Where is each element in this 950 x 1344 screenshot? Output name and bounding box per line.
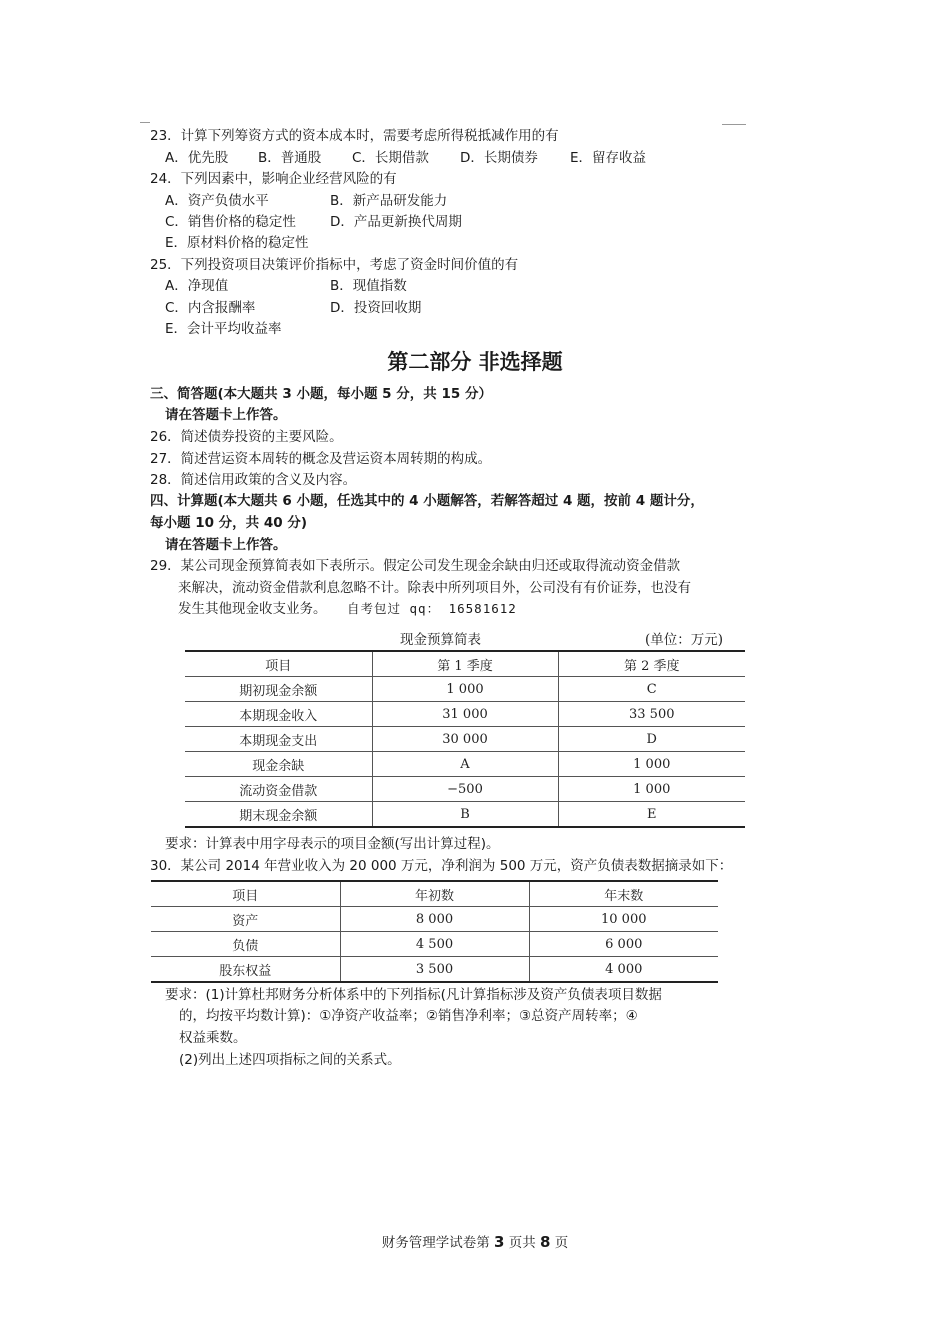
table-header-row	[151, 881, 718, 907]
table-row	[185, 702, 745, 727]
q25-option-d: D．投资回收期	[330, 300, 422, 316]
q24-option-e: E．原材料价格的稳定性	[165, 235, 309, 251]
table-row	[151, 932, 718, 957]
footer-total-pages: 8	[540, 1233, 551, 1251]
page-footer	[0, 1231, 950, 1251]
q23-option-a: A．优先股	[165, 150, 229, 166]
section4-note: 请在答题卡上作答。	[165, 537, 287, 553]
table-cell: 8 000	[340, 907, 529, 932]
q24-option-a: A．资产负债水平	[165, 193, 269, 209]
footer-middle: 页共	[508, 1235, 536, 1251]
question-25-stem: 25．下列投资项目决策评价指标中，考虑了资金时间价值的有	[150, 257, 519, 273]
q29-requirement: 要求：计算表中用字母表示的项目金额(写出计算过程)。	[165, 836, 500, 852]
table-row	[185, 727, 745, 752]
table-row	[185, 777, 745, 802]
table-cell: 资产	[151, 907, 340, 932]
table-row	[185, 802, 745, 828]
q24-option-b: B．新产品研发能力	[330, 193, 448, 209]
table-cell: 3 500	[340, 957, 529, 983]
table-cell: 流动资金借款	[185, 777, 372, 802]
q30-requirement-line3: 权益乘数。	[179, 1030, 247, 1046]
table-row	[151, 957, 718, 983]
table-cell: 1 000	[558, 777, 745, 802]
question-24-stem: 24．下列因素中，影响企业经营风险的有	[150, 171, 397, 187]
q24-option-c: C．销售价格的稳定性	[165, 214, 296, 230]
table-cell: 负债	[151, 932, 340, 957]
table-cell: 本期现金收入	[185, 702, 372, 727]
table-cell: 10 000	[529, 907, 718, 932]
table-cell: E	[558, 802, 745, 828]
table-header-cell: 项目	[185, 651, 372, 677]
table-cell: 4 000	[529, 957, 718, 983]
table-cell: 现金余缺	[185, 752, 372, 777]
q30-requirement-line1: 要求：(1)计算杜邦财务分析体系中的下列指标(凡计算指标涉及资产负债表项目数据	[165, 987, 662, 1003]
footer-page-number: 3	[494, 1233, 505, 1251]
crop-mark-left	[140, 122, 150, 123]
footer-suffix: 页	[554, 1235, 569, 1251]
question-26: 26．简述债券投资的主要风险。	[150, 429, 343, 445]
section4-heading-line2: 每小题 10 分，共 40 分)	[150, 515, 308, 531]
balance-sheet-table	[151, 880, 718, 983]
table-header-cell: 年初数	[340, 881, 529, 907]
table-cell: 31 000	[372, 702, 558, 727]
question-27: 27．简述营运资本周转的概念及营运资本周转期的构成。	[150, 451, 492, 467]
section3-note: 请在答题卡上作答。	[165, 407, 287, 423]
table-row	[151, 907, 718, 932]
q25-option-b: B．现值指数	[330, 278, 407, 294]
q23-option-b: B．普通股	[258, 150, 322, 166]
table-cell: 6 000	[529, 932, 718, 957]
table-cell: 股东权益	[151, 957, 340, 983]
table-cell: B	[372, 802, 558, 828]
crop-mark-right	[722, 124, 746, 125]
table-cell: A	[372, 752, 558, 777]
table-cell: D	[558, 727, 745, 752]
table-cell: −500	[372, 777, 558, 802]
part-title: 第二部分 非选择题	[387, 349, 563, 374]
q30-requirement-line2: 的，均按平均数计算)：①净资产收益率；②销售净利率；③总资产周转率；④	[179, 1008, 638, 1024]
q29-line1: 29．某公司现金预算简表如下表所示。假定公司发生现金余缺由归还或取得流动资金借款	[150, 558, 681, 574]
q23-option-d: D．长期债券	[460, 150, 538, 166]
table-header-cell: 年末数	[529, 881, 718, 907]
table-row	[185, 677, 745, 702]
q29-qq-watermark: 自考包过 qq： 16581612	[347, 601, 517, 616]
question-28: 28．简述信用政策的含义及内容。	[150, 472, 357, 488]
q29-line2: 来解决，流动资金借款利息忽略不计。除表中所列项目外，公司没有有价证券，也没有	[178, 580, 691, 596]
cash-budget-table	[185, 650, 745, 828]
section3-heading: 三、简答题(本大题共 3 小题，每小题 5 分，共 15 分）	[150, 386, 492, 402]
q29-line3: 发生其他现金收支业务。	[178, 601, 327, 617]
footer-prefix: 财务管理学试卷第	[381, 1235, 490, 1251]
question-23-stem: 23．计算下列筹资方式的资本成本时，需要考虑所得税抵减作用的有	[150, 128, 559, 144]
table-header-cell: 第 1 季度	[372, 651, 558, 677]
section4-heading-line1: 四、计算题(本大题共 6 小题，任选其中的 4 小题解答，若解答超过 4 题，按前 4 题计分，	[150, 493, 704, 509]
table-cell: 1 000	[558, 752, 745, 777]
table-cell: 33 500	[558, 702, 745, 727]
q25-option-c: C．内含报酬率	[165, 300, 256, 316]
table-cell: 1 000	[372, 677, 558, 702]
q30-requirement-line4: (2)列出上述四项指标之间的关系式。	[179, 1052, 401, 1068]
table-header-cell: 项目	[151, 881, 340, 907]
table-cell: 本期现金支出	[185, 727, 372, 752]
table-cell: 期末现金余额	[185, 802, 372, 828]
q23-option-e: E．留存收益	[570, 150, 647, 166]
table-header-row	[185, 651, 745, 677]
q30-line1: 30．某公司 2014 年营业收入为 20 000 万元，净利润为 500 万元，资产负债表数据摘录如下：	[150, 858, 733, 874]
q29-table-unit: (单位：万元)	[645, 632, 724, 648]
table-row	[185, 752, 745, 777]
table-header-cell: 第 2 季度	[558, 651, 745, 677]
q25-option-a: A．净现值	[165, 278, 229, 294]
q23-option-c: C．长期借款	[352, 150, 429, 166]
table-cell: 30 000	[372, 727, 558, 752]
q29-table-title: 现金预算简表	[400, 632, 481, 648]
table-cell: 期初现金余额	[185, 677, 372, 702]
table-cell: C	[558, 677, 745, 702]
table-cell: 4 500	[340, 932, 529, 957]
q24-option-d: D．产品更新换代周期	[330, 214, 462, 230]
q25-option-e: E．会计平均收益率	[165, 321, 282, 337]
